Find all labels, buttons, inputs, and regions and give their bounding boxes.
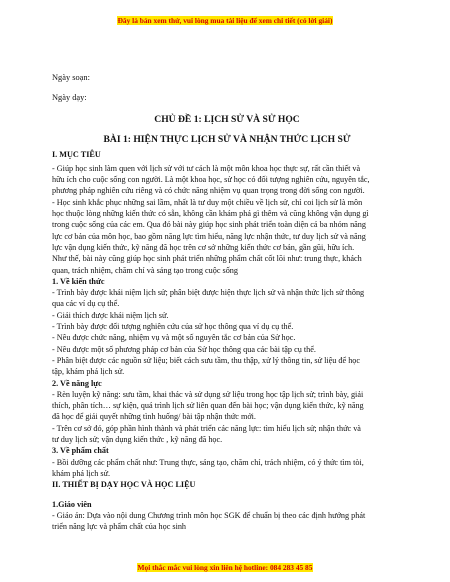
paragraph-line: lực vận dụng kiến thức, kỹ năng đã học trên cơ sở những kiến thức cơ bản, gần gũi, hữu ích.	[52, 242, 355, 252]
list-item: đã học để giải quyết những tình huống/ bài tập nhận thức mới.	[52, 412, 256, 422]
paragraph-line: lực cơ bản của môn học, bao gồm năng lực tìm hiểu, năng lực nhận thức, tư duy lịch sử và năng	[52, 231, 366, 241]
list-item: qua các ví dụ cụ thể.	[52, 299, 120, 309]
list-item: - Giáo án: Dựa vào nội dung Chương trình môn học SGK để chuẩn bị theo các định hướng phát	[52, 510, 366, 520]
list-item: - Giải thích được khái niệm lịch sử.	[52, 310, 169, 320]
list-item: khám phá lịch sử.	[52, 468, 111, 478]
paragraph-line: học thuộc lòng những kiến thức có sẵn, không cần khám phá gì thêm và cũng không vận dụng gì	[52, 209, 369, 219]
paragraph-line: - Học sinh khắc phục những sai lầm, nhất là tư duy một chiều về lịch sử, chỉ coi lịch sử là môn	[52, 197, 363, 207]
paragraph-line: - Giúp học sinh làm quen với lịch sử với tư cách là một môn khoa học thực sự, rất cần thiết và	[52, 163, 361, 173]
hotline-banner: Mọi thắc mắc vui lòng xin liên hệ hotline: 084 283 45 85	[137, 563, 313, 572]
list-item: - Nêu được một số phương pháp cơ bản của Sử học thông qua các bài tập cụ thể.	[52, 344, 316, 354]
paragraph-line: Như thế, bài này cũng giúp học sinh phát triển những phẩm chất cốt lõi như: trung thực, khách	[52, 254, 362, 264]
subheading-qualities: 3. Về phẩm chất	[52, 446, 109, 456]
section-heading-equipment: II. THIẾT BỊ DẠY HỌC VÀ HỌC LIỆU	[52, 480, 196, 490]
section-heading-objectives: I. MỤC TIÊU	[52, 149, 101, 159]
paragraph-line: quan, trách nhiệm, chăm chỉ và sáng tạo trong cuộc sống	[52, 265, 238, 275]
subheading-teacher: 1.Giáo viên	[52, 499, 92, 509]
subheading-competence: 2. Về năng lực	[52, 378, 102, 388]
date-prepared-label: Ngày soạn:	[52, 73, 90, 82]
subheading-knowledge: 1. Về kiến thức	[52, 276, 105, 286]
list-item: - Rèn luyện kỹ năng: sưu tầm, khai thác và sử dụng sử liệu trong học tập lịch sử; trình bày, giải	[52, 389, 364, 399]
preview-banner: Đây là bản xem thử, vui lòng mua tài liệu để xem chi tiết (có lời giải)	[117, 16, 333, 25]
list-item: - Trình bày được đối tượng nghiên cứu của sử học thông qua ví dụ cụ thể.	[52, 322, 294, 332]
lesson-title: BÀI 1: HIỆN THỰC LỊCH SỬ VÀ NHẬN THỨC LỊCH SỬ	[103, 133, 351, 145]
list-item: tập, khám phá lịch sử.	[52, 367, 125, 377]
list-item: tư duy lịch sử; vận dụng kiến thức , kỹ năng đã học.	[52, 435, 223, 445]
paragraph-line: trong cuộc sống của các em. Qua đó bài này giúp học sinh phát triển toàn diện cả ba nhóm năng	[52, 220, 366, 230]
document-page	[52, 72, 402, 532]
topic-title: CHỦ ĐỀ 1: LỊCH SỬ VÀ SỬ HỌC	[154, 113, 300, 125]
list-item: - Trình bày được khái niệm lịch sử; phân biệt được hiện thực lịch sử và nhận thức lịch sử thông	[52, 288, 365, 298]
paragraph-line: hữu ích cho cuộc sống con người. Là một khoa học, sử học có đối tượng nghiên cứu, nguyên tắc,	[52, 175, 370, 185]
list-item: - Trên cơ sở đó, góp phần hình thành và phát triển các năng lực: tìm hiểu lịch sử; nhận thức và	[52, 423, 361, 433]
list-item: - Bồi dưỡng các phẩm chất như: Trung thực, sáng tạo, chăm chỉ, trách nhiệm, có ý thức tìm tòi,	[52, 457, 364, 467]
list-item: - Phân biệt được các nguồn sử liệu; biết cách sưu tầm, thu thập, xử lý thông tin, sử liệu để học	[52, 355, 361, 365]
list-item: triển năng lực và phẩm chất của học sinh	[52, 522, 187, 532]
date-taught-label: Ngày dạy:	[52, 93, 87, 103]
paragraph-line: phương pháp nghiên cứu riêng và có chức năng nhiệm vụ quan trọng trong đời sống con người.	[52, 186, 365, 196]
list-item: - Nêu được chức năng, nhiệm vụ và một số nguyên tắc cơ bản của Sử học.	[52, 333, 296, 343]
list-item: thích, phân tích… sự kiện, quá trình lịch sử liên quan đến bài học; vận dụng kiến thức, kỹ năng	[52, 401, 364, 411]
